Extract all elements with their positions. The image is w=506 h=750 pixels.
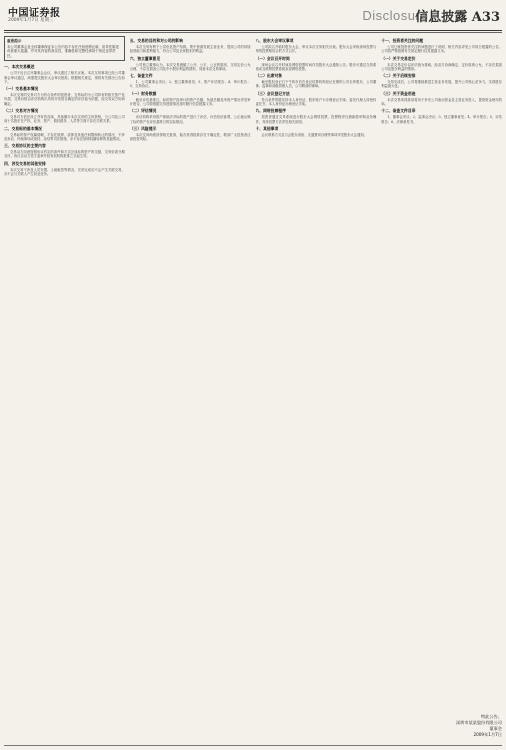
section-heading: 七、备查文件 — [129, 73, 153, 79]
body-paragraph: 会议联系方式及与会股东食宿、交通费用自理等事项详见股东大会通知。 — [261, 132, 367, 137]
body-paragraph: 本次交易所得款项将用于补充公司流动资金及主营业务投入，提高资金使用效率。 — [381, 97, 502, 107]
section-heading: 十、其他事项 — [255, 125, 279, 131]
body-paragraph: 公司已就投资者关注的问题进行了说明，相关内容详见公司同日披露的公告。公司将严格按照有关规定履行信息披露义务。 — [381, 45, 502, 54]
section-heading: 九、网络投票程序 — [255, 108, 286, 114]
body-paragraph: 截至股权登记日下午收市后在登记结算机构登记在册的公司全体股东，公司董事、监事和高级管理人员，公司聘请的律师。 — [255, 80, 377, 89]
section-heading: （二）评估情况 — [129, 108, 157, 114]
section-heading: 一、本次交易概述 — [4, 64, 35, 70]
body-paragraph: 本次交易的交易对方为符合条件的投资者，交易标的为公司持有的相关资产及负债，交易价格以评估机构出具的评估报告确定的评估值为依据，经交易双方协商确定。 — [4, 93, 125, 106]
section-heading: （三）会议登记方法 — [255, 90, 290, 96]
section-heading: 十一、投资者关注的问题 — [381, 38, 424, 43]
column-3-blocks — [256, 38, 377, 137]
signature-block — [456, 714, 502, 738]
bottom-rule — [4, 745, 502, 746]
section-heading: （一）交易基本情况 — [4, 86, 39, 92]
body-paragraph: 公司于近日召开董事会会议，审议通过了相关议案。本次交易事项已经公司董事会审议通过，尚需提交股东大会审议批准。根据相关规定，现将有关情况公告如下。 — [4, 71, 125, 84]
signature-line: 董事会 — [489, 726, 502, 731]
section-heading: 十二、备查文件目录 — [381, 108, 416, 114]
newspaper-logo: 中国证券报 — [8, 8, 61, 19]
body-paragraph: 交易完成后，公司将继续推进主营业务发展，提升公司核心竞争力，实现股东利益最大化。 — [381, 80, 502, 89]
disclosure-label: Disclosure — [362, 8, 428, 23]
section-heading: （一）会议召开时间 — [255, 55, 290, 61]
body-paragraph: 公司独立董事认为，本次交易遵循了公开、公平、公正的原则，交易定价公允合理，不存在损害公司及中小股东利益的情形，同意本次交易事项。 — [129, 62, 251, 71]
body-paragraph: 符合条件的股东持本人身份证、股东账户卡办理登记手续；委托代理人持授权委托书、本人身份证办理登记手续。 — [255, 97, 377, 107]
body-paragraph: 交易对方依法设立并有效存续，具备履行本次交易的主体资格，与公司及公司前十名股东在产权、业务、资产、债权债务、人员等方面不存在关联关系。 — [4, 115, 125, 124]
dateline: 2009年1月7日 星期三 — [8, 18, 54, 23]
body-paragraph: 1、公司董事会决议；2、独立董事意见；3、资产评估报告；4、审计报告；5、交易协议。 — [129, 80, 251, 89]
masthead-rule-thin — [4, 32, 502, 33]
column-4 — [381, 36, 502, 742]
section-heading: 六、独立董事意见 — [129, 55, 161, 61]
section-heading: （二）出席对象 — [255, 73, 283, 79]
section-heading: 四、涉及交易的其他安排 — [4, 160, 46, 166]
section-heading: 三、交易协议的主要内容 — [4, 143, 46, 149]
section-heading: （二）交易对方情况 — [4, 108, 39, 113]
column-4-blocks — [381, 38, 502, 124]
section-heading: 五、交易的目的和对公司的影响 — [129, 38, 183, 43]
section-heading: 二、交易标的基本情况 — [4, 125, 42, 131]
body-paragraph: 1、董事会决议；2、监事会决议；3、独立董事意见；4、审计报告；5、评估报告；6、法律意见书。 — [381, 115, 502, 124]
section-heading: （三）风险提示 — [129, 125, 157, 131]
section-heading: （三）关于资金用途 — [381, 90, 416, 96]
body-paragraph: 本次交易尚需获得相关批准，能否获得批准存在不确定性，敬请广大投资者注意投资风险。 — [129, 132, 251, 142]
article-columns — [4, 36, 502, 742]
notice-body: 本公司董事会及全体董事保证本公告内容不存在任何虚假记载、误导性陈述或者重大遗漏，并对其内容的真实性、准确性和完整性承担个别及连带责任。 — [7, 45, 119, 58]
body-paragraph: 交易双方同意按照协议约定的条件和方式完成标的资产的交割，交易价款分期支付，协议自双方签字盖章并经有权机构批准之日起生效。 — [4, 150, 125, 159]
signature-line: 2009年1月7日 — [473, 732, 502, 737]
body-paragraph: 评估机构采用资产基础法对标的资产进行了评估，评估结论客观、公正地反映了标的资产在评估基准日的实际情况。 — [129, 115, 251, 124]
section-heading: 八、股东大会审议事项 — [255, 38, 294, 43]
signature-line: 特此公告。 — [481, 714, 502, 719]
body-paragraph: 本次交易有利于公司优化资产结构，集中资源发展主营业务，提高公司的持续经营能力和盈利能力，符合公司及全体股东的利益。 — [129, 45, 251, 54]
body-paragraph: 截至评估基准日，标的资产经审计的资产总额、负债总额及净资产情况详见审计报告。公司将根据交易进展情况及时履行信息披露义务。 — [129, 97, 251, 107]
notice-title: 重要提示 — [7, 39, 22, 43]
body-paragraph: 公司拟召开临时股东大会，审议本次交易相关议案。股东大会采取现场投票与网络投票相结合的方式召开。 — [255, 45, 377, 54]
body-paragraph: 现场会议召开时间及网络投票时间详见股东大会通知公告。股东可通过交易系统或互联网投票系统参加网络投票。 — [255, 62, 377, 71]
body-paragraph: 交易标的资产权属清晰，不存在抵押、质押及其他任何限制转让的情况，不涉及诉讼、仲裁事项或查封、冻结等司法措施，亦不存在妨碍权属转移的其他情况。 — [4, 132, 125, 141]
column-1 — [4, 36, 125, 742]
section-title: 信息披露 A33 — [415, 10, 500, 25]
body-paragraph: 本次交易定价以评估值为基础，经双方协商确定，定价原则公允，不存在损害公司及股东利益的情形。 — [381, 62, 502, 71]
notice-box — [4, 36, 125, 61]
column-2 — [130, 36, 251, 742]
masthead — [4, 3, 502, 29]
column-1-blocks — [4, 64, 125, 176]
section-heading: （一）关于交易定价 — [381, 55, 416, 61]
signature-line: 深圳市某某股份有限公司 — [455, 720, 502, 725]
column-2-blocks — [130, 38, 251, 142]
body-paragraph: 本次交易不涉及人员安置、土地租赁等情况，交易完成后不会产生关联交易，亦不会与关联人产生同业竞争。 — [4, 167, 125, 177]
section-heading: （一）财务数据 — [129, 90, 157, 96]
column-3 — [256, 36, 377, 742]
body-paragraph: 投资者通过交易系统进行股东大会网络投票，投票程序比照新股申购业务操作，具体投票方法详见相关说明。 — [255, 115, 377, 124]
masthead-rule — [4, 30, 502, 31]
section-heading: （二）关于后续安排 — [381, 73, 416, 79]
